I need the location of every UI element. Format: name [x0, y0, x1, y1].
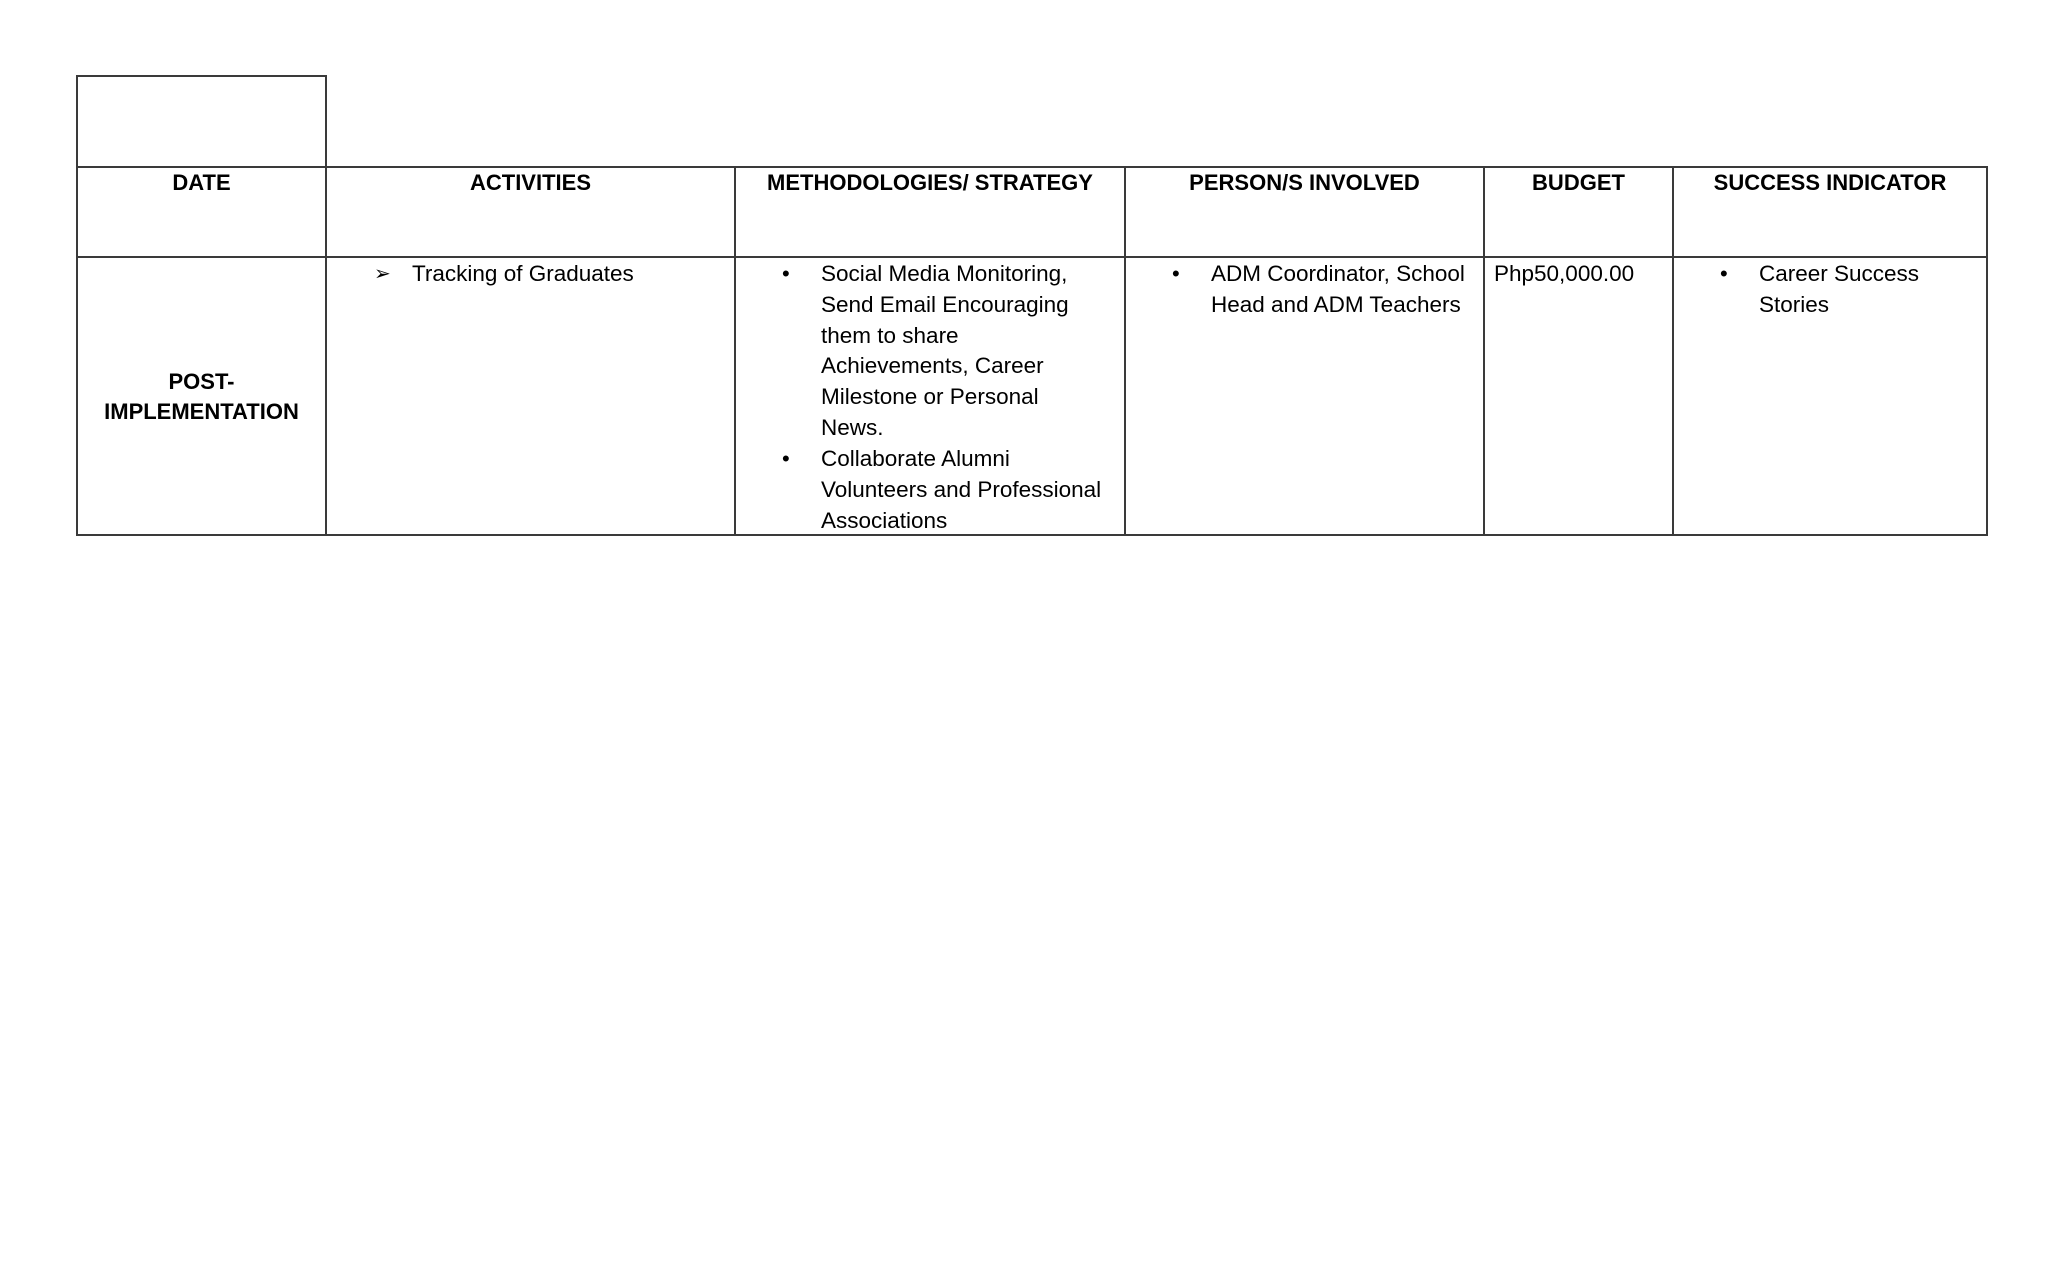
date-line: IMPLEMENTATION — [104, 399, 299, 424]
grid-line — [1986, 166, 1988, 536]
header-budget: BUDGET — [1532, 170, 1625, 195]
date-line: POST- — [168, 369, 235, 394]
methodology-item — [821, 259, 1121, 444]
methodology-line: them to share — [821, 322, 959, 348]
persons-item — [1211, 259, 1481, 321]
grid-line — [1124, 166, 1126, 536]
bullet-icon: • — [782, 446, 790, 471]
methodology-line: Send Email Encouraging — [821, 291, 1069, 317]
budget-value: Php50,000.00 — [1494, 261, 1635, 286]
grid-line — [1672, 166, 1674, 536]
methodology-item — [821, 444, 1121, 536]
bullet-icon: • — [1172, 261, 1180, 286]
grid-line — [1483, 166, 1485, 536]
grid-line — [76, 75, 326, 77]
header-methodologies: METHODOLOGIES/ STRATEGY — [767, 170, 1093, 195]
header-success: SUCCESS INDICATOR — [1713, 170, 1947, 195]
methodology-line: Volunteers and Professional — [821, 476, 1102, 502]
header-persons: PERSON/S INVOLVED — [1189, 170, 1420, 195]
methodology-line: News. — [821, 414, 884, 440]
grid-line — [76, 75, 78, 536]
bullet-icon: • — [1720, 261, 1728, 286]
methodology-line: Associations — [821, 507, 948, 533]
methodology-line: Social Media Monitoring, — [821, 261, 1068, 286]
bullet-icon: • — [782, 261, 790, 286]
header-date: DATE — [172, 170, 231, 195]
methodology-line: Milestone or Personal — [821, 384, 1039, 410]
grid-line — [325, 75, 327, 536]
arrow-bullet-icon: ➢ — [374, 263, 391, 285]
grid-line — [76, 256, 1988, 258]
grid-line — [734, 166, 736, 536]
methodology-line: Collaborate Alumni — [821, 446, 1010, 471]
header-activities: ACTIVITIES — [469, 170, 591, 195]
persons-line: ADM Coordinator, School — [1211, 261, 1465, 286]
date-cell — [78, 367, 325, 427]
activity-text: Tracking of Graduates — [412, 261, 634, 286]
success-line: Stories — [1759, 291, 1830, 317]
persons-line: Head and ADM Teachers — [1211, 291, 1461, 317]
success-item — [1759, 259, 1984, 321]
methodology-line: Achievements, Career — [821, 353, 1044, 379]
success-line: Career Success — [1759, 261, 1920, 286]
